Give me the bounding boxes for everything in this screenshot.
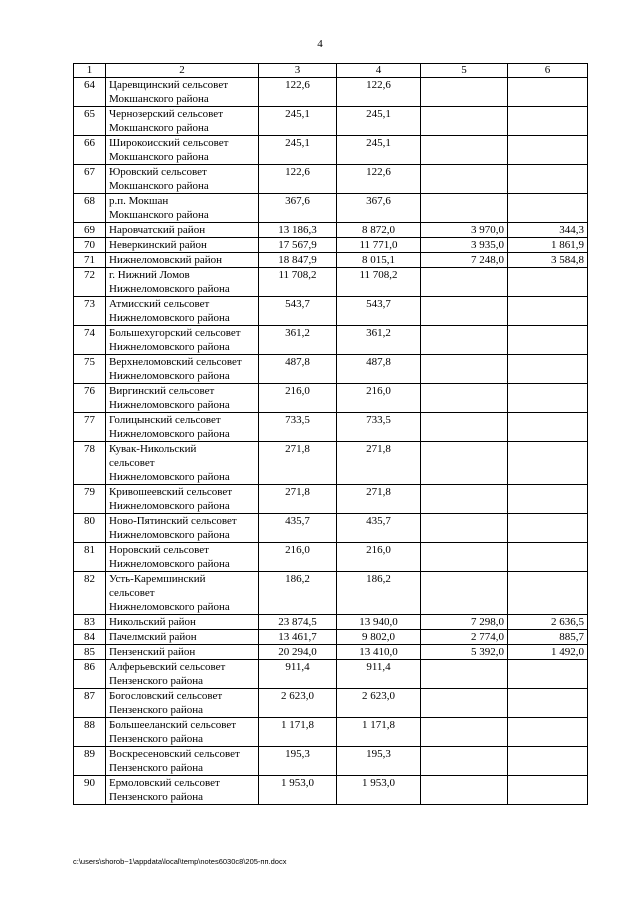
value-col-3: 11 708,2 — [259, 268, 337, 297]
value-col-5 — [421, 107, 508, 136]
value-col-6 — [508, 297, 588, 326]
value-col-6: 885,7 — [508, 630, 588, 645]
value-col-4: 733,5 — [337, 413, 421, 442]
value-col-4: 8 015,1 — [337, 253, 421, 268]
table-row — [74, 355, 588, 384]
value-col-4: 9 802,0 — [337, 630, 421, 645]
value-col-5 — [421, 297, 508, 326]
territory-name: Кувак-Никольский сельсовет Нижнеломовского района — [106, 442, 259, 485]
value-col-6: 1 492,0 — [508, 645, 588, 660]
row-number: 75 — [74, 355, 106, 384]
row-number: 81 — [74, 543, 106, 572]
table-row — [74, 689, 588, 718]
value-col-5 — [421, 194, 508, 223]
value-col-4: 367,6 — [337, 194, 421, 223]
value-col-6 — [508, 107, 588, 136]
table-row — [74, 718, 588, 747]
column-header-6: 6 — [508, 64, 588, 78]
territory-name: Алферьевский сельсовет Пензенского района — [106, 660, 259, 689]
value-col-5 — [421, 718, 508, 747]
value-col-3: 122,6 — [259, 78, 337, 107]
table-row — [74, 384, 588, 413]
value-col-6: 1 861,9 — [508, 238, 588, 253]
territory-name: Неверкинский район — [106, 238, 259, 253]
value-col-5: 7 298,0 — [421, 615, 508, 630]
value-col-5 — [421, 485, 508, 514]
value-col-6 — [508, 268, 588, 297]
territory-name: Юровский сельсовет Мокшанского района — [106, 165, 259, 194]
value-col-5 — [421, 165, 508, 194]
value-col-4: 245,1 — [337, 136, 421, 165]
table-row — [74, 485, 588, 514]
value-col-4: 245,1 — [337, 107, 421, 136]
row-number: 87 — [74, 689, 106, 718]
value-col-6 — [508, 384, 588, 413]
table-row — [74, 514, 588, 543]
value-col-3: 2 623,0 — [259, 689, 337, 718]
row-number: 89 — [74, 747, 106, 776]
table-row — [74, 413, 588, 442]
territory-name: Нижнеломовский район — [106, 253, 259, 268]
value-col-4: 11 708,2 — [337, 268, 421, 297]
value-col-5: 7 248,0 — [421, 253, 508, 268]
value-col-5 — [421, 747, 508, 776]
value-col-3: 271,8 — [259, 442, 337, 485]
table-row — [74, 194, 588, 223]
row-number: 83 — [74, 615, 106, 630]
table-row — [74, 572, 588, 615]
table-row — [74, 645, 588, 660]
value-col-4: 13 940,0 — [337, 615, 421, 630]
value-col-4: 122,6 — [337, 78, 421, 107]
territory-name: Большехугорский сельсовет Нижнеломовского района — [106, 326, 259, 355]
value-col-5 — [421, 413, 508, 442]
territory-name: г. Нижний Ломов Нижнеломовского района — [106, 268, 259, 297]
territory-name: Усть-Каремшинский сельсовет Нижнеломовского района — [106, 572, 259, 615]
value-col-4: 911,4 — [337, 660, 421, 689]
value-col-6 — [508, 194, 588, 223]
row-number: 66 — [74, 136, 106, 165]
value-col-5 — [421, 136, 508, 165]
table-row — [74, 136, 588, 165]
table-row — [74, 776, 588, 805]
value-col-4: 2 623,0 — [337, 689, 421, 718]
value-col-4: 186,2 — [337, 572, 421, 615]
territory-name: Ново-Пятинский сельсовет Нижнеломовского района — [106, 514, 259, 543]
value-col-3: 216,0 — [259, 543, 337, 572]
territory-name: Ермоловский сельсовет Пензенского района — [106, 776, 259, 805]
value-col-5 — [421, 572, 508, 615]
value-col-5 — [421, 78, 508, 107]
row-number: 88 — [74, 718, 106, 747]
table-row — [74, 268, 588, 297]
row-number: 68 — [74, 194, 106, 223]
value-col-3: 20 294,0 — [259, 645, 337, 660]
value-col-5 — [421, 442, 508, 485]
territory-name: р.п. Мокшан Мокшанского района — [106, 194, 259, 223]
budget-table — [73, 63, 588, 805]
value-col-6 — [508, 747, 588, 776]
value-col-5 — [421, 689, 508, 718]
territory-name: Виргинский сельсовет Нижнеломовского района — [106, 384, 259, 413]
value-col-3: 911,4 — [259, 660, 337, 689]
value-col-6 — [508, 413, 588, 442]
value-col-6 — [508, 718, 588, 747]
value-col-3: 216,0 — [259, 384, 337, 413]
territory-name: Голицынский сельсовет Нижнеломовского района — [106, 413, 259, 442]
row-number: 85 — [74, 645, 106, 660]
value-col-6 — [508, 136, 588, 165]
territory-name: Атмисский сельсовет Нижнеломовского района — [106, 297, 259, 326]
value-col-4: 13 410,0 — [337, 645, 421, 660]
value-col-3: 195,3 — [259, 747, 337, 776]
territory-name: Воскресеновский сельсовет Пензенского района — [106, 747, 259, 776]
value-col-3: 18 847,9 — [259, 253, 337, 268]
value-col-3: 271,8 — [259, 485, 337, 514]
value-col-5 — [421, 543, 508, 572]
territory-name: Царевщинский сельсовет Мокшанского района — [106, 78, 259, 107]
value-col-3: 361,2 — [259, 326, 337, 355]
value-col-3: 367,6 — [259, 194, 337, 223]
table-row — [74, 107, 588, 136]
table-row — [74, 660, 588, 689]
territory-name: Пензенский район — [106, 645, 259, 660]
value-col-6 — [508, 355, 588, 384]
value-col-4: 8 872,0 — [337, 223, 421, 238]
file-path-footer: c:\users\shorob~1\appdata\local\temp\notes6030c8\205-пп.docx — [73, 857, 287, 866]
territory-name: Верхнеломовский сельсовет Нижнеломовского района — [106, 355, 259, 384]
value-col-6 — [508, 78, 588, 107]
value-col-3: 487,8 — [259, 355, 337, 384]
table-row — [74, 326, 588, 355]
table-row — [74, 615, 588, 630]
row-number: 79 — [74, 485, 106, 514]
table-row — [74, 297, 588, 326]
territory-name: Кривошеевский сельсовет Нижнеломовского района — [106, 485, 259, 514]
table-body — [74, 78, 588, 805]
value-col-3: 543,7 — [259, 297, 337, 326]
value-col-6: 344,3 — [508, 223, 588, 238]
value-col-5: 5 392,0 — [421, 645, 508, 660]
value-col-3: 17 567,9 — [259, 238, 337, 253]
value-col-6 — [508, 326, 588, 355]
territory-name: Большееланский сельсовет Пензенского района — [106, 718, 259, 747]
value-col-5 — [421, 660, 508, 689]
row-number: 67 — [74, 165, 106, 194]
value-col-5: 3 970,0 — [421, 223, 508, 238]
value-col-5 — [421, 514, 508, 543]
value-col-4: 361,2 — [337, 326, 421, 355]
territory-name: Наровчатский район — [106, 223, 259, 238]
territory-name: Пачелмский район — [106, 630, 259, 645]
column-header-5: 5 — [421, 64, 508, 78]
table-header-row — [74, 64, 588, 78]
column-header-1: 1 — [74, 64, 106, 78]
table-row — [74, 253, 588, 268]
value-col-3: 23 874,5 — [259, 615, 337, 630]
value-col-3: 245,1 — [259, 136, 337, 165]
value-col-5 — [421, 384, 508, 413]
value-col-6 — [508, 543, 588, 572]
column-header-2: 2 — [106, 64, 259, 78]
row-number: 90 — [74, 776, 106, 805]
row-number: 84 — [74, 630, 106, 645]
row-number: 77 — [74, 413, 106, 442]
value-col-6: 2 636,5 — [508, 615, 588, 630]
value-col-3: 435,7 — [259, 514, 337, 543]
value-col-3: 1 171,8 — [259, 718, 337, 747]
row-number: 74 — [74, 326, 106, 355]
value-col-3: 186,2 — [259, 572, 337, 615]
value-col-4: 122,6 — [337, 165, 421, 194]
value-col-5 — [421, 355, 508, 384]
table-row — [74, 238, 588, 253]
row-number: 86 — [74, 660, 106, 689]
value-col-4: 1 953,0 — [337, 776, 421, 805]
value-col-6 — [508, 442, 588, 485]
value-col-5 — [421, 268, 508, 297]
value-col-4: 487,8 — [337, 355, 421, 384]
value-col-5: 2 774,0 — [421, 630, 508, 645]
value-col-5 — [421, 776, 508, 805]
territory-name: Никольский район — [106, 615, 259, 630]
row-number: 69 — [74, 223, 106, 238]
value-col-6 — [508, 572, 588, 615]
value-col-4: 271,8 — [337, 485, 421, 514]
row-number: 76 — [74, 384, 106, 413]
value-col-6 — [508, 165, 588, 194]
value-col-6 — [508, 660, 588, 689]
territory-name: Норовский сельсовет Нижнеломовского района — [106, 543, 259, 572]
value-col-6 — [508, 776, 588, 805]
column-header-4: 4 — [337, 64, 421, 78]
row-number: 82 — [74, 572, 106, 615]
table-row — [74, 747, 588, 776]
territory-name: Широкоисский сельсовет Мокшанского района — [106, 136, 259, 165]
value-col-3: 13 461,7 — [259, 630, 337, 645]
table-row — [74, 442, 588, 485]
page-number: 4 — [317, 38, 323, 50]
value-col-4: 1 171,8 — [337, 718, 421, 747]
value-col-4: 216,0 — [337, 384, 421, 413]
table-row — [74, 78, 588, 107]
value-col-4: 271,8 — [337, 442, 421, 485]
value-col-3: 733,5 — [259, 413, 337, 442]
table-row — [74, 630, 588, 645]
value-col-3: 13 186,3 — [259, 223, 337, 238]
value-col-4: 11 771,0 — [337, 238, 421, 253]
value-col-3: 245,1 — [259, 107, 337, 136]
value-col-6 — [508, 514, 588, 543]
value-col-6 — [508, 485, 588, 514]
row-number: 78 — [74, 442, 106, 485]
row-number: 80 — [74, 514, 106, 543]
value-col-4: 435,7 — [337, 514, 421, 543]
table-row — [74, 165, 588, 194]
row-number: 64 — [74, 78, 106, 107]
value-col-4: 195,3 — [337, 747, 421, 776]
column-header-3: 3 — [259, 64, 337, 78]
territory-name: Чернозерский сельсовет Мокшанского района — [106, 107, 259, 136]
value-col-3: 122,6 — [259, 165, 337, 194]
row-number: 73 — [74, 297, 106, 326]
value-col-6 — [508, 689, 588, 718]
value-col-4: 216,0 — [337, 543, 421, 572]
value-col-5 — [421, 326, 508, 355]
value-col-4: 543,7 — [337, 297, 421, 326]
row-number: 71 — [74, 253, 106, 268]
value-col-5: 3 935,0 — [421, 238, 508, 253]
row-number: 65 — [74, 107, 106, 136]
row-number: 72 — [74, 268, 106, 297]
table-row — [74, 543, 588, 572]
territory-name: Богословский сельсовет Пензенского района — [106, 689, 259, 718]
value-col-3: 1 953,0 — [259, 776, 337, 805]
value-col-6: 3 584,8 — [508, 253, 588, 268]
table-row — [74, 223, 588, 238]
row-number: 70 — [74, 238, 106, 253]
